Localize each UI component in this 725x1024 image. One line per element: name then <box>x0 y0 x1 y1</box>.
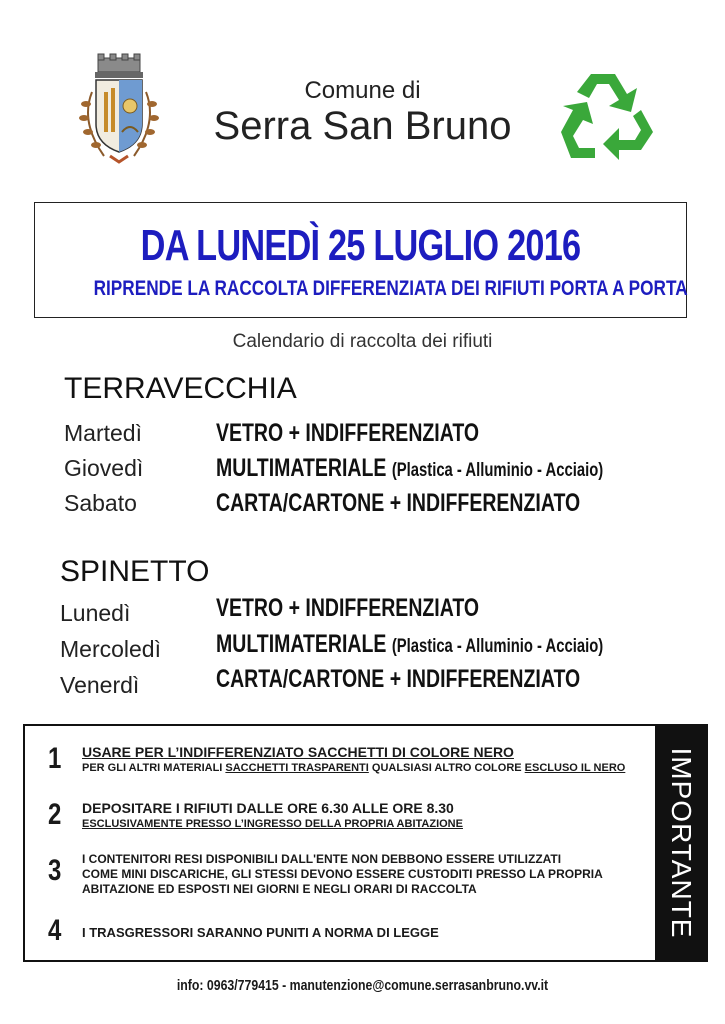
rule-sub-text: ESCLUSIVAMENTE PRESSO L’INGRESSO DELLA PROPRIA ABITAZIONE <box>82 818 463 830</box>
important-label: IMPORTANTE <box>665 747 697 939</box>
contact-info: info: 0963/779415 - manutenzione@comune.serrasanbruno.vv.it <box>176 977 549 994</box>
schedule-waste: CARTA/CARTONE + INDIFFERENZIATO <box>216 489 581 517</box>
banner-subtitle: RIPRENDE LA RACCOLTA DIFFERENZIATA DEI RIFIUTI PORTA A PORTA <box>93 277 688 300</box>
town-name: Serra San Bruno <box>213 104 512 148</box>
rule-text-line: ABITAZIONE ED ESPOSTI NEI GIORNI E NEGLI ORARI DI RACCOLTA <box>82 882 477 896</box>
rule-main-text: I TRASGRESSORI SARANNO PUNITI A NORMA DI LEGGE <box>82 925 439 940</box>
schedule-day: Martedì <box>64 420 142 446</box>
recycle-icon <box>553 66 657 162</box>
schedule-waste: VETRO + INDIFFERENZIATO <box>216 419 480 447</box>
schedule-day: Giovedì <box>64 455 144 481</box>
schedule-waste: VETRO + INDIFFERENZIATO <box>216 594 480 622</box>
schedule-day: Mercoledì <box>60 636 161 662</box>
rule-number: 2 <box>48 798 62 831</box>
schedule-waste: MULTIMATERIALE (Plastica - Alluminio - Acciaio) <box>216 454 604 482</box>
rule-main-text: USARE PER L’INDIFFERENZIATO SACCHETTI DI COLORE NERO <box>82 744 514 760</box>
rule-text-line: COME MINI DISCARICHE, GLI STESSI DEVONO ESSERE CUSTODITI PRESSO LA PROPRIA <box>82 867 603 881</box>
schedule-waste: CARTA/CARTONE + INDIFFERENZIATO <box>216 665 581 693</box>
rule-number: 1 <box>48 742 62 775</box>
zone-title-terravecchia: TERRAVECCHIA <box>64 372 297 405</box>
calendar-title: Calendario di raccolta dei rifiuti <box>232 331 493 352</box>
rule-main-text: DEPOSITARE I RIFIUTI DALLE ORE 6.30 ALLE ORE 8.30 <box>82 800 454 816</box>
zone-title-spinetto: SPINETTO <box>60 555 210 588</box>
rule-sub-text: PER GLI ALTRI MATERIALI SACCHETTI TRASPARENTI QUALSIASI ALTRO COLORE ESCLUSO IL NERO <box>82 762 626 774</box>
schedule-day: Lunedì <box>60 600 131 626</box>
rule-number: 4 <box>48 914 62 947</box>
schedule-day: Venerdì <box>60 672 140 698</box>
announcement-banner <box>34 202 687 318</box>
important-sidebar <box>655 726 706 960</box>
schedule-waste: MULTIMATERIALE (Plastica - Alluminio - Acciaio) <box>216 630 604 658</box>
header-subtitle: Comune di <box>304 77 421 104</box>
banner-title: DA LUNEDÌ 25 LUGLIO 2016 <box>140 221 581 270</box>
rule-number: 3 <box>48 854 62 887</box>
rule-text-line: I CONTENITORI RESI DISPONIBILI DALL'ENTE NON DEBBONO ESSERE UTILIZZATI <box>82 852 562 866</box>
schedule-day: Sabato <box>64 490 137 516</box>
important-box <box>23 724 708 962</box>
